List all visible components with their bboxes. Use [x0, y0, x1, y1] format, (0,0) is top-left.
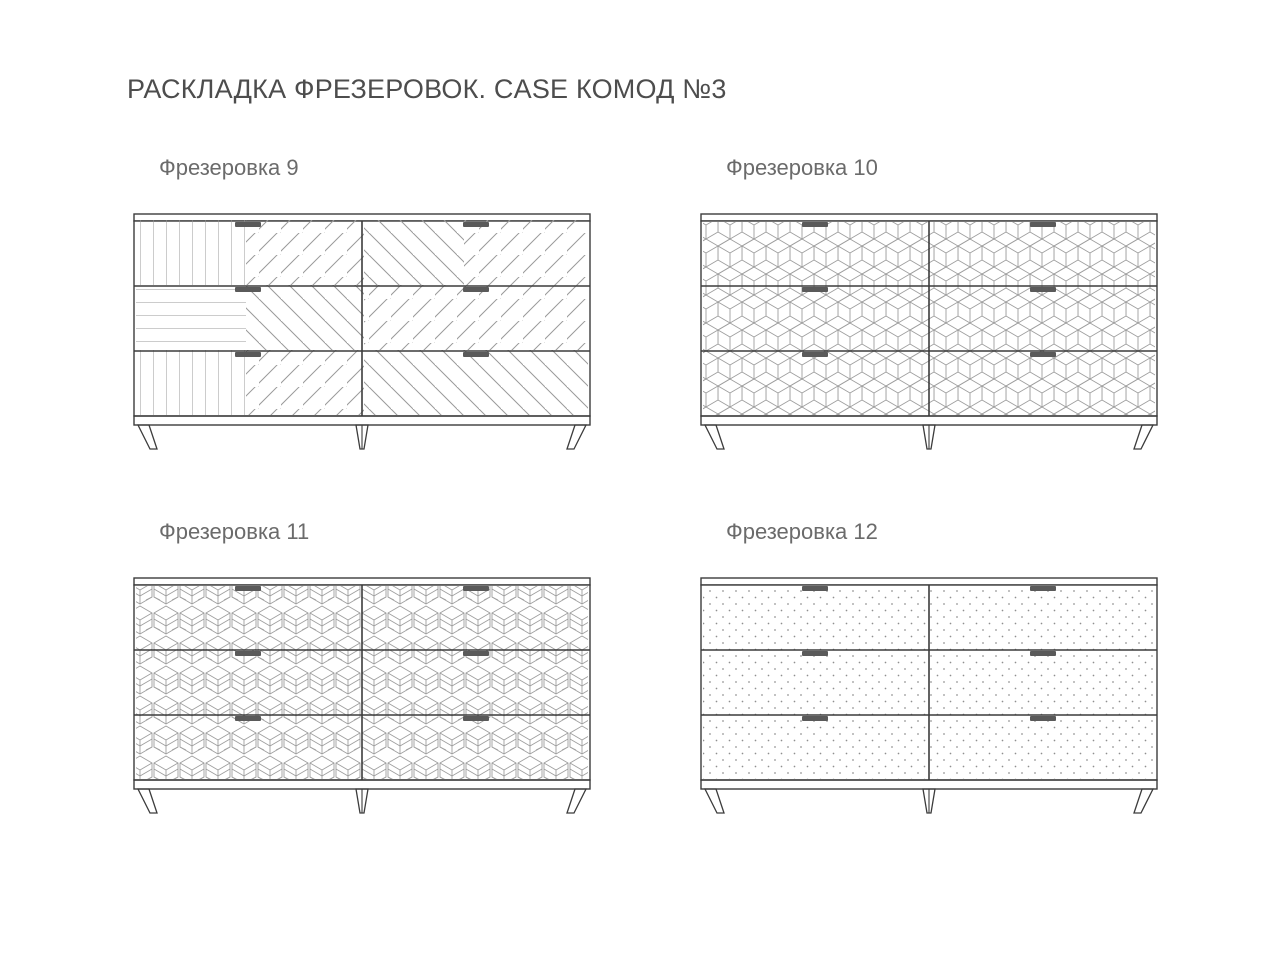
panel-label-milling-10: Фрезеровка 10: [726, 155, 878, 180]
dresser-drawing-milling-11: [127, 575, 597, 825]
dresser-drawing-milling-12: [694, 575, 1164, 825]
milling-panel-9: [127, 155, 597, 461]
panel-label-milling-12: Фрезеровка 12: [726, 519, 878, 544]
milling-panel-12: [694, 519, 1164, 825]
dresser-drawing-milling-9: [127, 211, 597, 461]
page-title: РАСКЛАДКА ФРЕЗЕРОВОК. CASE КОМОД №3: [127, 74, 727, 104]
milling-panel-11: [127, 519, 597, 825]
panel-label-milling-11: Фрезеровка 11: [159, 519, 310, 544]
panel-label-milling-9: Фрезеровка 9: [159, 155, 299, 180]
milling-panel-10: [694, 155, 1164, 461]
dresser-drawing-milling-10: [694, 211, 1164, 461]
